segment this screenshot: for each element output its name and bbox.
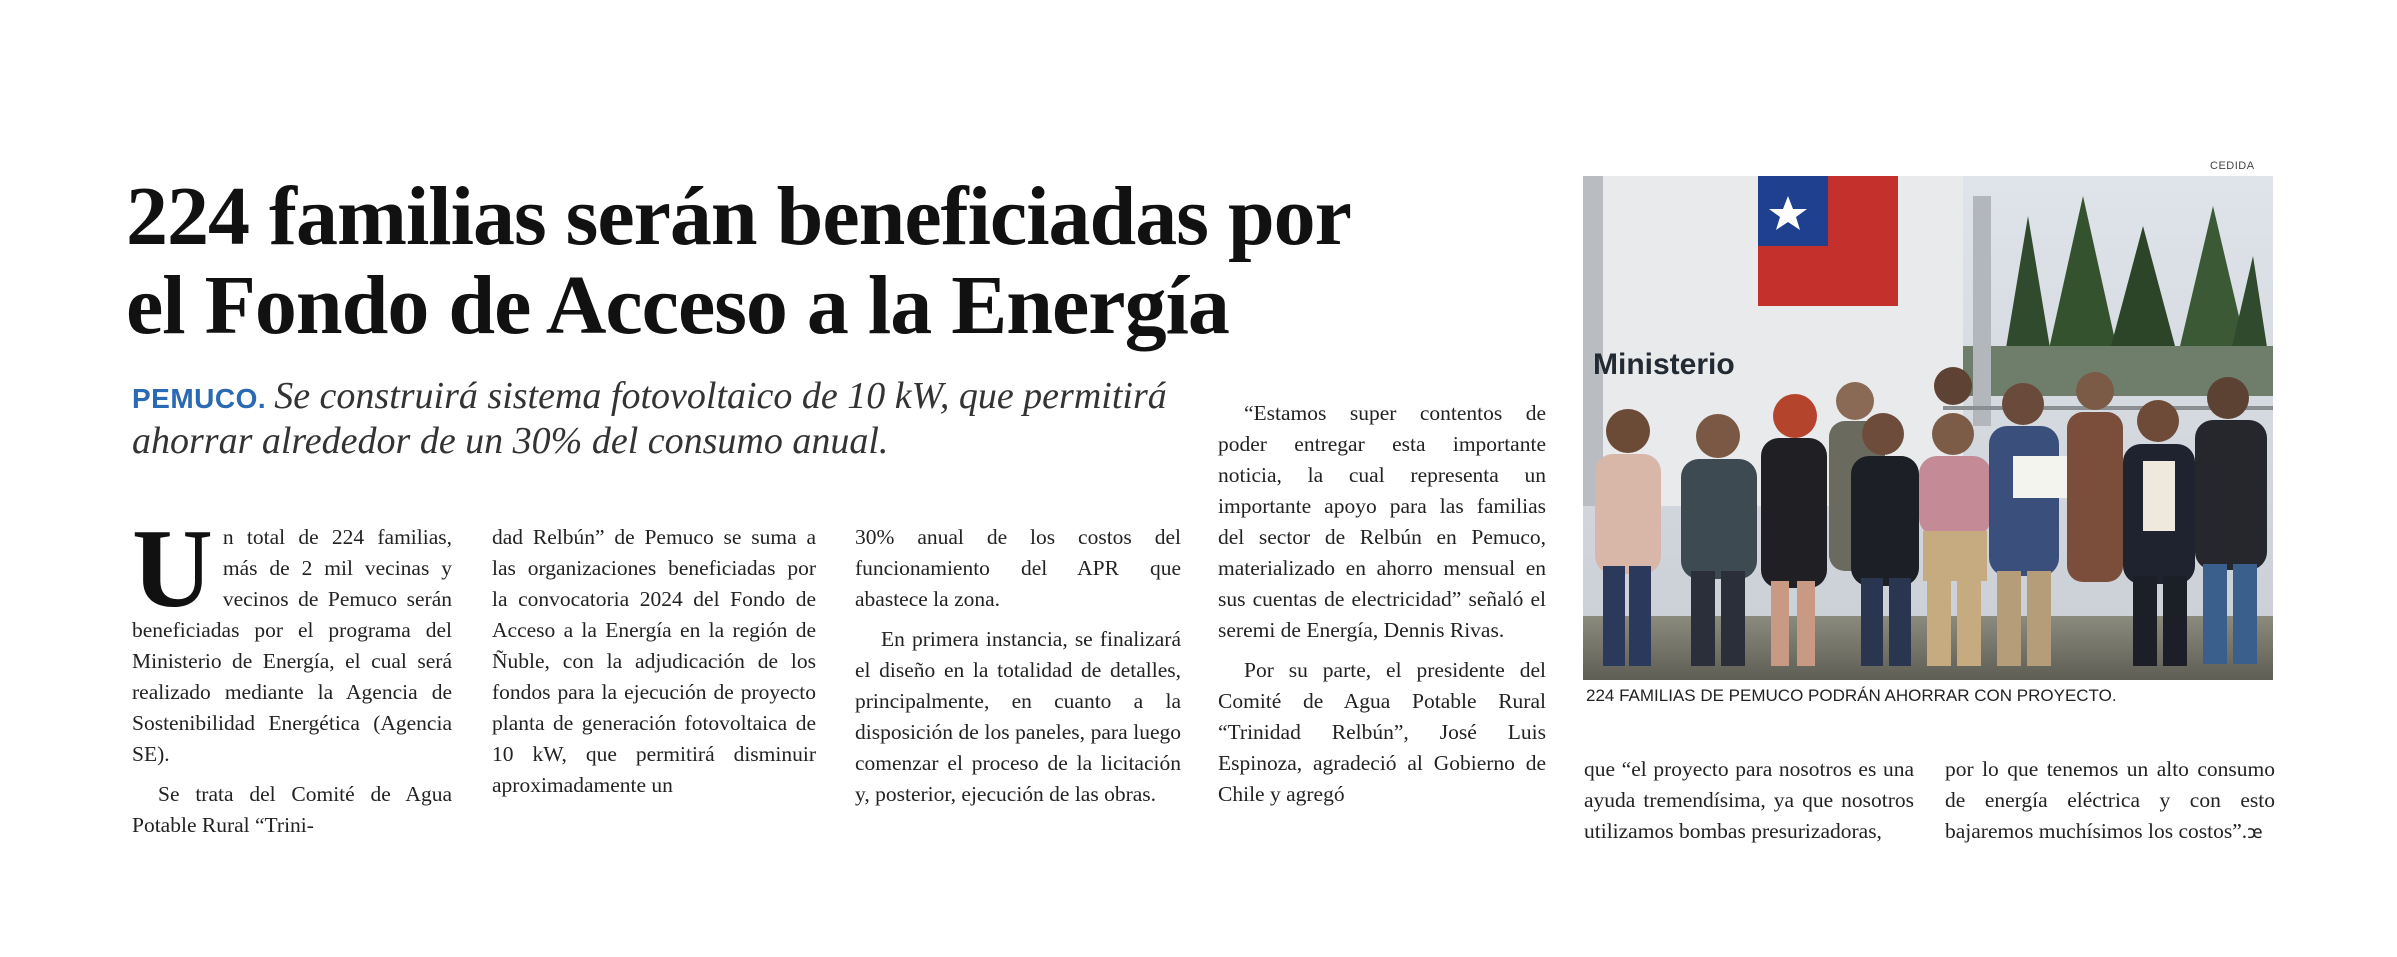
deck-text-1: Se construirá sistema fotovoltaico de 10 kW, que permitirá xyxy=(274,375,1167,417)
body-column-5 xyxy=(1584,754,1914,847)
deck-line-1 xyxy=(132,374,1222,419)
body-paragraph: Por su parte, el presidente del Comité de Agua Potable Rural “Trinidad Relbún”, José Luis Espinoza, agradeció al Gobierno de Chile y agregó xyxy=(1218,658,1546,806)
body-column-6 xyxy=(1945,754,2275,848)
deck xyxy=(132,374,1222,464)
paragraph-text: por lo que tenemos un alto consumo de energía eléctrica y con esto bajaremos muchísimos los costos”. xyxy=(1945,757,2275,843)
body-paragraph: 30% anual de los costos del funcionamiento del APR que abastece la zona. xyxy=(855,525,1181,611)
body-column-3 xyxy=(855,522,1181,810)
body-paragraph: En primera instancia, se finalizará el diseño en la totalidad de detalles, principalmente, en cuanto a la disposición de los paneles, para luego comenzar el proceso de la licitación y, posterior, ejecución de las obras. xyxy=(855,627,1181,806)
body-paragraph xyxy=(132,507,452,770)
deck-line-2: ahorrar alrededor de un 30% del consumo anual. xyxy=(132,419,889,462)
body-paragraph: Se trata del Comité de Agua Potable Rural “Trini- xyxy=(132,782,452,837)
body-column-1 xyxy=(132,507,452,841)
headline-line-1: 224 familias serán beneficiadas por xyxy=(126,170,1351,263)
paragraph-text: n total de 224 familias, más de 2 mil vecinas y vecinos de Pemuco serán beneficiadas por el programa del Ministerio de Energía, el cual será realizado mediante la Agencia de Sostenibilidad Energética (Agencia SE). xyxy=(132,525,452,766)
body-column-4 xyxy=(1218,398,1546,810)
headline-line-2: el Fondo de Acceso a la Energía xyxy=(126,259,1229,353)
body-paragraph xyxy=(1945,754,2275,848)
photo-caption: 224 FAMILIAS DE PEMUCO PODRÁN AHORRAR CON PROYECTO. xyxy=(1586,686,2117,705)
headline xyxy=(126,170,1556,353)
body-paragraph: dad Relbún” de Pemuco se suma a las organizaciones beneficiadas por la convocatoria 2024 del Fondo de Acceso a la Energía en la región de Ñuble, con la adjudicación de los fondos para la ejecución de proyecto planta de generación fotovoltaica de 10 kW, que permitirá disminuir aproximadamente un xyxy=(492,525,816,797)
article-photo xyxy=(1583,176,2273,680)
drop-cap: U xyxy=(132,507,213,631)
body-paragraph: “Estamos super contentos de poder entregar esta importante noticia, la cual representa un importante apoyo para las familias del sector de Relbún en Pemuco, materializado en ahorro mensual en sus cuentas de electricidad” señaló el seremi de Energía, Dennis Rivas. xyxy=(1218,401,1546,642)
sign-text: Ministerio xyxy=(1593,348,1735,381)
body-paragraph: que “el proyecto para nosotros es una ayuda tremendísima, ya que nosotros utilizamos bombas presurizadoras, xyxy=(1584,757,1914,843)
location-kicker: PEMUCO. xyxy=(132,383,267,414)
photo-credit: CEDIDA xyxy=(2210,160,2255,172)
body-column-2 xyxy=(492,522,816,801)
end-mark-icon: ꭢ xyxy=(2247,822,2263,843)
